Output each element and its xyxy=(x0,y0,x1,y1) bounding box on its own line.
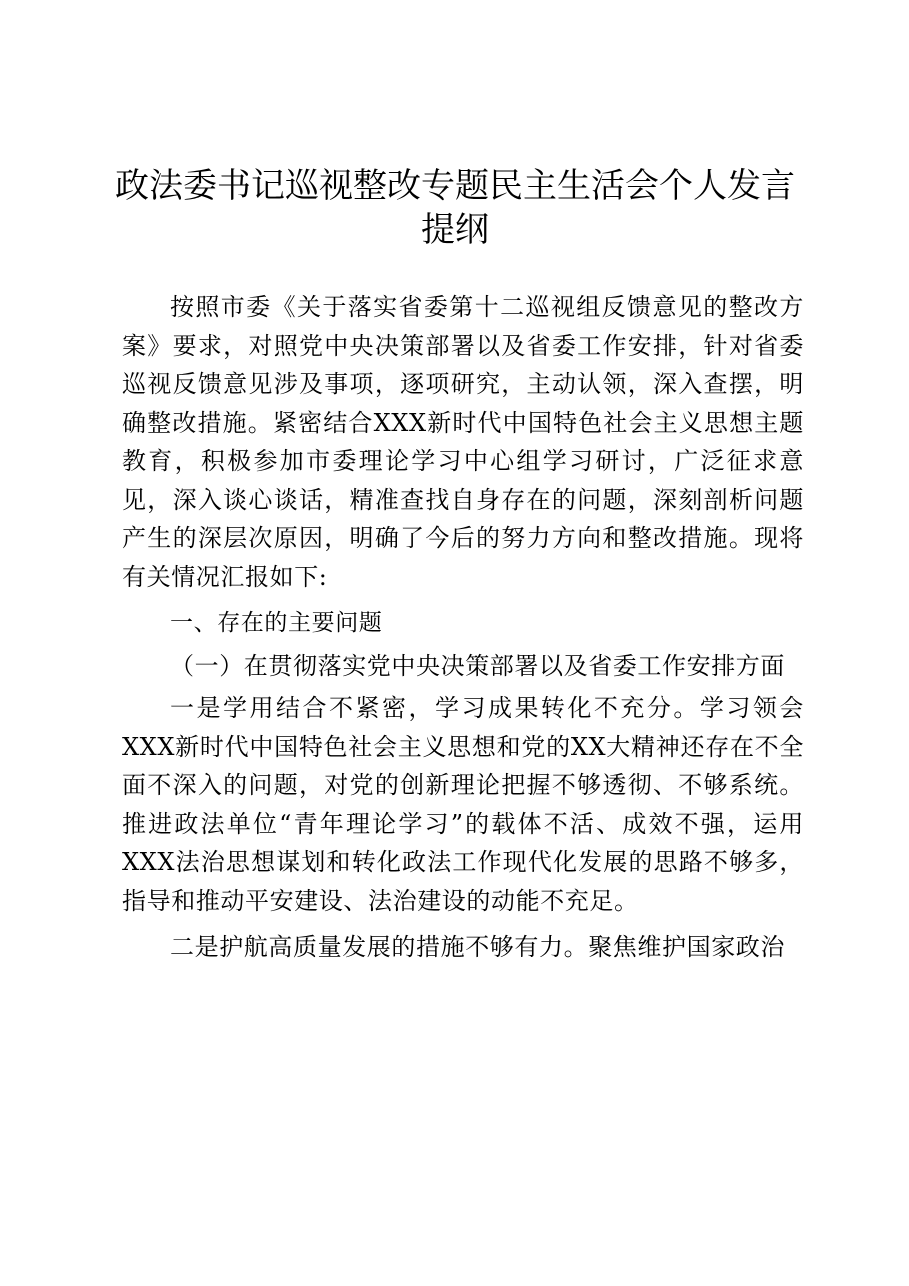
subsection-heading: （一）在贯彻落实党中央决策部署以及省委工作安排方面 xyxy=(170,651,785,680)
section-heading: 一、存在的主要问题 xyxy=(170,610,383,636)
document-body xyxy=(122,288,804,967)
document-title: 政法委书记巡视整改专题民主生活会个人发言提纲 xyxy=(115,166,795,250)
body-paragraph-1: 一是学用结合不紧密，学习成果转化不充分。学习领会XXX新时代中国特色社会主义思想和党的XX大精神还存在不全面不深入的问题，对党的创新理论把握不够透彻、不够系统。推进政法单位“青年理论学习”的载体不活、成效不强，运用XXX法治思想谋划和转化政法工作现代化发展的思路不够多，指导和推动平安建设、法治建设的动能不充足。 xyxy=(122,694,804,915)
intro-paragraph: 按照市委《关于落实省委第十二巡视组反馈意见的整改方案》要求，对照党中央决策部署以及省委工作安排，针对省委巡视反馈意见涉及事项，逐项研究，主动认领，深入查摆，明确整改措施。紧密结合XXX新时代中国特色社会主义思想主题教育，积极参加市委理论学习中心组学习研讨，广泛征求意见，深入谈心谈话，精准查找自身存在的问题，深刻剖析问题产生的深层次原因，明确了今后的努力方向和整改措施。现将有关情况汇报如下: xyxy=(122,293,804,591)
body-paragraph-2: 二是护航高质量发展的措施不够有力。聚焦维护国家政治 xyxy=(170,933,785,961)
